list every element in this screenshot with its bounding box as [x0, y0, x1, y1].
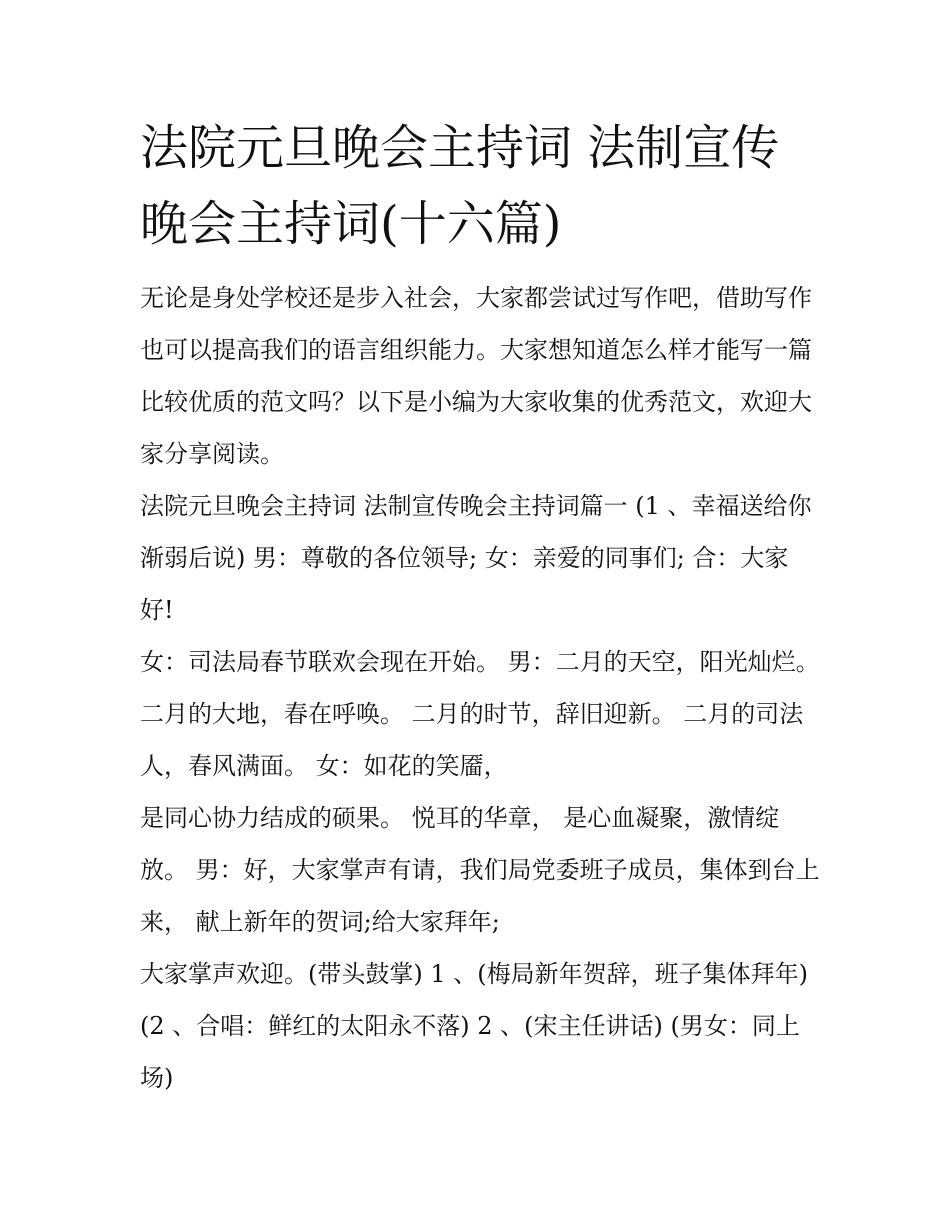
- paragraph-opening: 法院元旦晚会主持词 法制宣传晚会主持词篇一 (1 、幸福送给你 渐弱后说) 男：尊敬的各位领导; 女：亲爱的同事们; 合：大家好!: [140, 492, 812, 624]
- paragraph-february: 女：司法局春节联欢会现在开始。 男：二月的天空，阳光灿烂。 二月的大地，春在呼唤。 二月的时节，辞旧迎新。 二月的司法人，春风满面。 女：如花的笑靥，: [140, 648, 820, 780]
- document-title: 法院元旦晚会主持词 法制宣传晚会主持词(十六篇): [140, 120, 780, 252]
- paragraph-program: 大家掌声欢迎。(带头鼓掌) 1 、(梅局新年贺辞，班子集体拜年) (2 、合唱：鲜红的太阳永不落) 2 、(宋主任讲话) (男女：同上场): [140, 960, 808, 1092]
- paragraph-fruits: 是同心协力结成的硕果。 悦耳的华章， 是心血凝聚，激情绽放。 男：好，大家掌声有请，我们局党委班子成员，集体到台上来， 献上新年的贺词;给大家拜年;: [140, 804, 820, 936]
- paragraph-intro: 无论是身处学校还是步入社会，大家都尝试过写作吧，借助写作也可以提高我们的语言组织能力。大家想知道怎么样才能写一篇比较优质的范文吗？以下是小编为大家收集的优秀范文，欢迎大家分享阅读。: [140, 284, 812, 468]
- document-page: [140, 110, 820, 1104]
